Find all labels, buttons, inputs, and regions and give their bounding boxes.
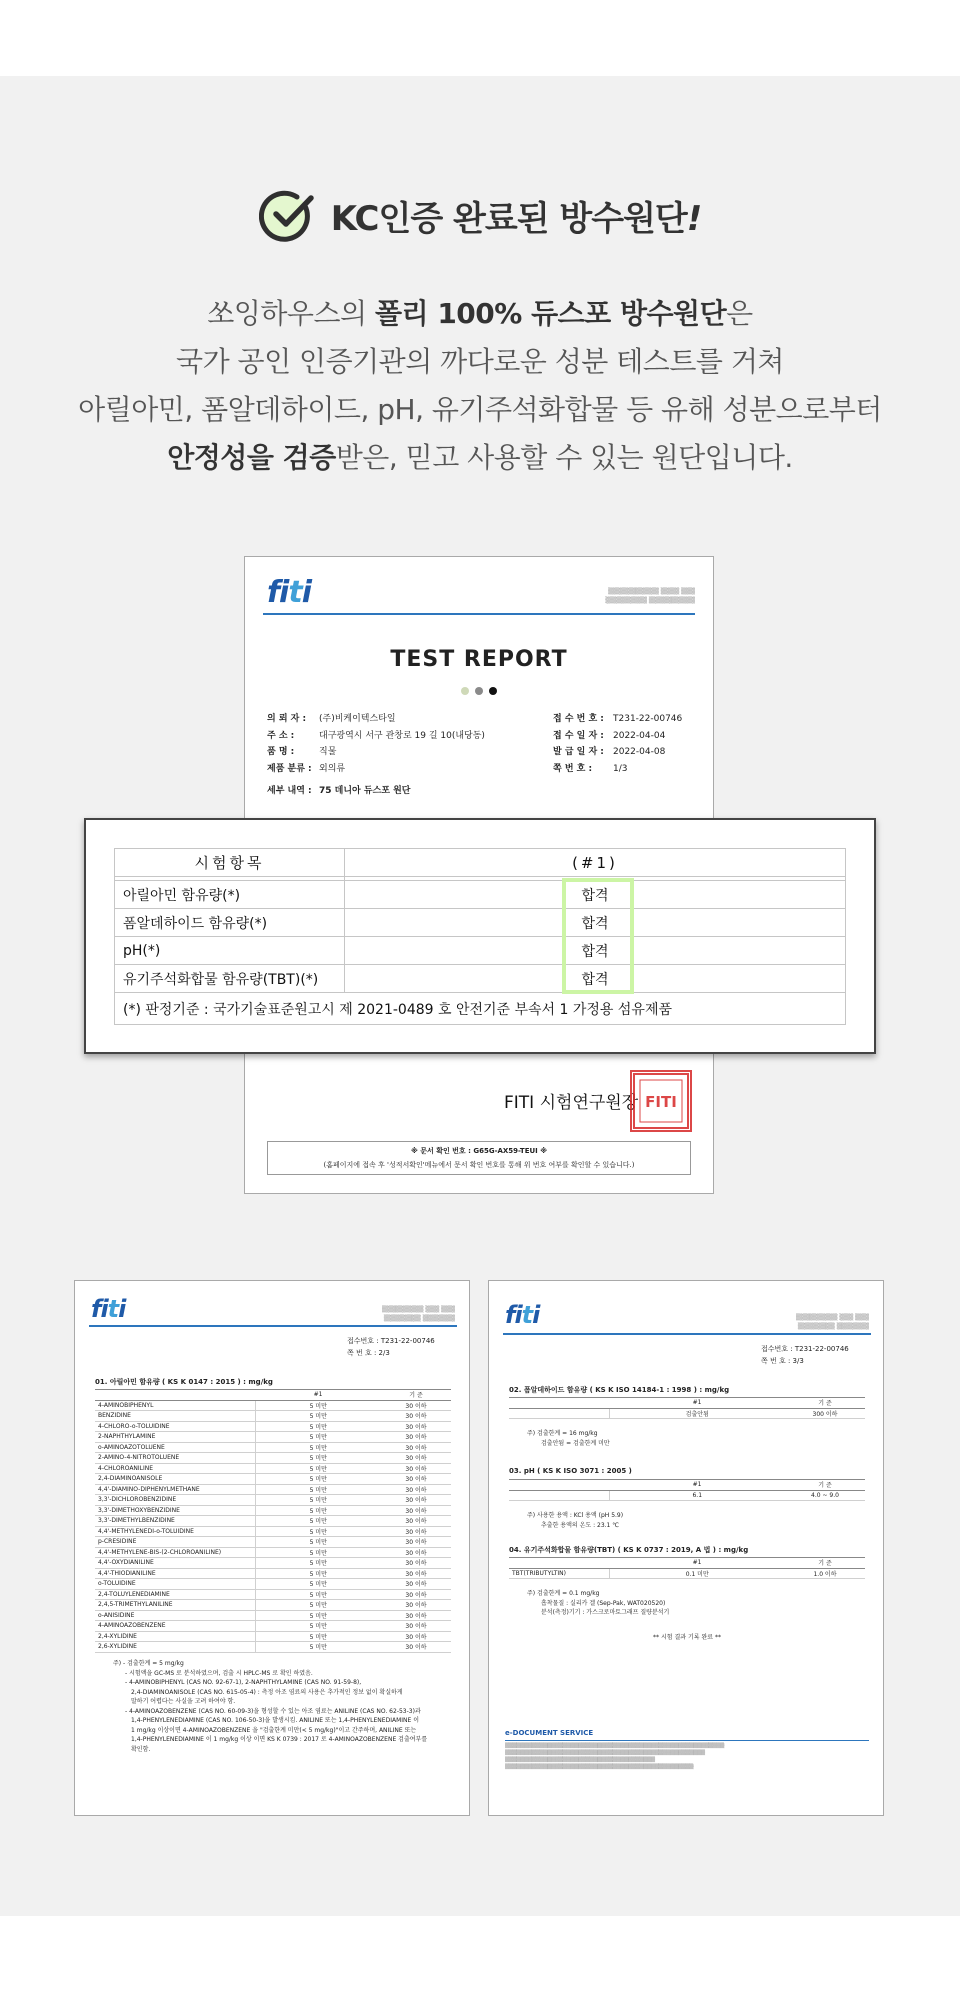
- page-dot: [461, 687, 469, 695]
- intro-paragraph: [0, 290, 960, 482]
- page-number: 쪽 번 호 : 3/3: [761, 1357, 804, 1365]
- detail-info: 세부 내역 : 75 데니아 듀스포 원단: [267, 786, 411, 796]
- row-cell: 5 미만: [255, 1516, 381, 1527]
- results-table: [114, 848, 846, 1025]
- info-row: 발 급 일 자 : 2022-04-08: [553, 747, 666, 757]
- row-cell: 30 이하: [381, 1610, 451, 1621]
- row-cell: 5 미만: [255, 1631, 381, 1642]
- info-row: 제품 분류 : 외의류: [267, 763, 346, 774]
- end-of-results: ** 시험 결과 기록 완료 **: [653, 1634, 721, 1641]
- row-cell: 30 이하: [381, 1432, 451, 1443]
- row-cell: 30 이하: [381, 1463, 451, 1474]
- table-row: [95, 1537, 451, 1548]
- row-cell: 2,4,5-TRIMETHYLANILINE: [95, 1600, 255, 1611]
- formaldehyde-table: [509, 1397, 865, 1419]
- header-sample-1: (#1): [345, 849, 846, 877]
- table-row: [115, 965, 846, 993]
- table-row: [115, 881, 846, 909]
- row-cell: 4,4'-OXYDIANILINE: [95, 1558, 255, 1569]
- row-cell: 30 이하: [381, 1421, 451, 1432]
- official-seal-stamp: [630, 1070, 692, 1132]
- receipt-number: 접수번호 : T231-22-00746: [761, 1345, 849, 1353]
- header-rule: [263, 613, 695, 615]
- table-header-row: [509, 1558, 865, 1569]
- row-cell: 2-AMINO-4-NITROTOLUENE: [95, 1453, 255, 1464]
- ph-table: [509, 1479, 865, 1501]
- row-cell: BENZIDINE: [95, 1411, 255, 1422]
- row-cell: 30 이하: [381, 1547, 451, 1558]
- row-cell: 5 미만: [255, 1463, 381, 1474]
- row-cell: o-TOLUIDINE: [95, 1579, 255, 1590]
- note-line: 1,4-PHENYLENEDIAMINE (CAS NO. 106-50-3)을 발생시킴. ANILINE 또는 1,4-PHENYLENEDIAMINE 이: [131, 1717, 420, 1724]
- table-row: [95, 1621, 451, 1632]
- row-cell: 30 이하: [381, 1484, 451, 1495]
- row-cell: 5 미만: [255, 1432, 381, 1443]
- table-row: [95, 1474, 451, 1485]
- row-cell: 30 이하: [381, 1579, 451, 1590]
- note-line: 말하기 어렵다는 사실을 고려 하여야 함.: [131, 1698, 236, 1705]
- info-row: 의 뢰 자 : (주)비케이텍스타일: [267, 714, 396, 724]
- tbt-table: [509, 1557, 865, 1579]
- row-result: 합격: [345, 937, 846, 965]
- col-header: #1: [255, 1390, 381, 1401]
- document-check-note: (홈페이지에 접속 후 '성적서확인'메뉴에서 문서 확인 번호를 통해 위 번호 여부를 확인할 수 있습니다.): [323, 1161, 635, 1169]
- note-line: 1,4-PHENYLENEDIAMINE 이 1 mg/kg 이상 이면 KS K 0739 : 2017 로 4-AMINOAZOBENZENE 검출여부를: [131, 1736, 428, 1743]
- table-row: [95, 1505, 451, 1516]
- row-cell: 30 이하: [381, 1516, 451, 1527]
- table-header-row: [95, 1390, 451, 1401]
- row-cell: 4.0 ~ 9.0: [785, 1490, 865, 1501]
- judgement-footnote: (*) 판정기준 : 국가기술표준원고시 제 2021-0489 호 안전기준 부속서 1 가정용 섬유제품: [115, 993, 846, 1025]
- fiti-logo: fiti: [505, 1301, 540, 1329]
- row-cell: 5 미만: [255, 1579, 381, 1590]
- row-cell: 30 이하: [381, 1631, 451, 1642]
- note-line: 확인함.: [131, 1745, 151, 1753]
- table-row: [95, 1463, 451, 1474]
- table-row: [509, 1490, 865, 1501]
- table-row: [95, 1495, 451, 1506]
- row-cell: 5 미만: [255, 1589, 381, 1600]
- row-item: 유기주석화합물 함유량(TBT)(*): [115, 965, 345, 993]
- arylamine-table: [95, 1389, 451, 1653]
- table-row: [95, 1432, 451, 1443]
- receipt-meta: [761, 1343, 849, 1367]
- row-cell: 30 이하: [381, 1558, 451, 1569]
- info-row: 접 수 번 호 : T231-22-00746: [553, 714, 683, 724]
- info-row: 접 수 일 자 : 2022-04-04: [553, 730, 666, 741]
- row-cell: 5 미만: [255, 1600, 381, 1611]
- headline-text: KC인증 완료된 방수원단!: [330, 198, 702, 239]
- row-cell: 2,4-XYLIDINE: [95, 1631, 255, 1642]
- note-line: 추출한 용액의 온도 : 23.1 ℃: [541, 1521, 620, 1529]
- table-row: [95, 1400, 451, 1411]
- row-cell: 30 이하: [381, 1526, 451, 1537]
- row-cell: 2,4-TOLUYLENEDIAMINE: [95, 1589, 255, 1600]
- row-cell: [509, 1490, 609, 1501]
- row-cell: 4-AMINOAZOBENZENE: [95, 1621, 255, 1632]
- row-result: 합격: [345, 881, 846, 909]
- row-cell: 5 미만: [255, 1442, 381, 1453]
- note-line: 2,4-DIAMINOANISOLE (CAS NO. 615-05-4) : 측정 아조 염료의 사용은 추가적인 정보 없이 확실하게: [131, 1688, 403, 1696]
- row-cell: 3,3'-DICHLOROBENZIDINE: [95, 1495, 255, 1506]
- header-test-item: 시험항목: [115, 849, 345, 877]
- row-cell: 4,4'-METHYLENEDI-o-TOLUIDINE: [95, 1526, 255, 1537]
- client-info: [267, 711, 527, 777]
- note-line: - 시험액을 GC-MS 로 분석하였으며, 검출 시 HPLC-MS 로 확인 하였음.: [125, 1669, 313, 1677]
- note-line: - 4-AMINOBIPHENYL (CAS NO. 92-67-1), 2-NAPHTHYLAMINE (CAS NO. 91-59-8),: [125, 1679, 362, 1686]
- row-cell: 5 미만: [255, 1505, 381, 1516]
- table-row: [509, 1408, 865, 1419]
- receipt-info: [553, 711, 703, 777]
- table-row: [95, 1642, 451, 1653]
- section-arylamine: 01. 아릴아민 함유량 ( KS K 0147 : 2015 ) : mg/kg: [95, 1378, 273, 1386]
- row-cell: 5 미만: [255, 1547, 381, 1558]
- intro-line-2: 국가 공인 인증기관의 까다로운 성분 테스트를 거쳐: [176, 345, 784, 378]
- table-row: [115, 937, 846, 965]
- note-line: 주) - 검출한계 = 5 mg/kg: [113, 1660, 184, 1667]
- fiti-logo: fiti: [267, 575, 311, 610]
- footnote-row: [115, 993, 846, 1025]
- tbt-notes: [527, 1589, 669, 1618]
- col-header: 기 준: [785, 1398, 865, 1409]
- row-cell: 3,3'-DIMETHYLBENZIDINE: [95, 1516, 255, 1527]
- row-cell: 30 이하: [381, 1474, 451, 1485]
- col-header: 기 준: [381, 1390, 451, 1401]
- row-cell: 6.1: [609, 1490, 785, 1501]
- report-title: TEST REPORT: [390, 647, 568, 672]
- formaldehyde-notes: [527, 1429, 610, 1448]
- signature-text: FITI 시험연구원장: [504, 1093, 639, 1113]
- table-row: [509, 1568, 865, 1579]
- row-cell: 30 이하: [381, 1411, 451, 1422]
- col-header: [95, 1390, 255, 1401]
- fiti-address-blurred: ▒▒▒▒▒▒▒▒▒ ▒▒▒ ▒▒▒ ▒▒▒▒▒▒▒▒ ▒▒▒▒▒▒▒: [381, 1306, 455, 1322]
- row-cell: 30 이하: [381, 1642, 451, 1653]
- row-cell: 5 미만: [255, 1411, 381, 1422]
- intro-line-3: 아릴아민, 폼알데하이드, pH, 유기주석화합물 등 유해 성분으로부터: [78, 393, 882, 426]
- page-indicator: [245, 687, 713, 695]
- row-cell: o-ANISIDINE: [95, 1610, 255, 1621]
- row-cell: 30 이하: [381, 1568, 451, 1579]
- table-row: [95, 1547, 451, 1558]
- row-cell: 5 미만: [255, 1421, 381, 1432]
- note-line: - 4-AMINOAZOBENZENE (CAS NO. 60-09-3)을 형성할 수 있는 아조 염료는 ANILINE (CAS NO. 62-53-3)과: [125, 1707, 421, 1715]
- row-item: pH(*): [115, 937, 345, 965]
- fiti-address-blurred: ▒▒▒▒▒▒▒▒▒ ▒▒▒ ▒▒▒ ▒▒▒▒▒▒▒▒ ▒▒▒▒▒▒▒: [795, 1314, 869, 1330]
- note-line: 1 mg/kg 이상이면 4-AMINOAZOBENZENE 을 "검출한계 미만(< 5 mg/kg)"이고 간주하며, ANILINE 또는: [131, 1726, 417, 1734]
- document-check-number: ※ 문서 확인 번호 : G65G-AX59-TEUI ※: [410, 1147, 548, 1155]
- row-cell: 5 미만: [255, 1526, 381, 1537]
- row-cell: 5 미만: [255, 1558, 381, 1569]
- row-cell: 5 미만: [255, 1453, 381, 1464]
- col-header: #1: [609, 1480, 785, 1491]
- row-cell: 300 이하: [785, 1408, 865, 1419]
- test-report-page-3: [488, 1280, 884, 1816]
- row-cell: 30 이하: [381, 1453, 451, 1464]
- row-cell: 4-CHLOROANILINE: [95, 1463, 255, 1474]
- col-header: #1: [609, 1398, 785, 1409]
- row-cell: 30 이하: [381, 1400, 451, 1411]
- col-header: 기 준: [785, 1558, 865, 1569]
- row-cell: 5 미만: [255, 1621, 381, 1632]
- note-line: 주) 검출한계 = 16 mg/kg: [527, 1430, 598, 1437]
- table-row: [95, 1568, 451, 1579]
- row-cell: TBT(TRIBUTYLTIN): [509, 1568, 609, 1579]
- info-row: 주 소 : 대구광역시 서구 관창로 19 길 10(내당동): [267, 730, 485, 741]
- col-header: 기 준: [785, 1480, 865, 1491]
- table-row: [95, 1589, 451, 1600]
- page-dot: [475, 687, 483, 695]
- results-zoom-box: [84, 818, 876, 1054]
- row-cell: 4,4'-METHYLENE-BIS-(2-CHLOROANILINE): [95, 1547, 255, 1558]
- document-check-box: [267, 1141, 691, 1175]
- table-row: [95, 1421, 451, 1432]
- table-row: [95, 1526, 451, 1537]
- row-item: 아릴아민 함유량(*): [115, 881, 345, 909]
- note-line: 흡착물질 : 실리카 겔 (Sep-Pak, WAT020520): [541, 1599, 666, 1607]
- edoc-rule: [505, 1740, 869, 1741]
- kc-headline: [0, 186, 960, 244]
- row-cell: [509, 1408, 609, 1419]
- row-cell: 2-NAPHTHYLAMINE: [95, 1432, 255, 1443]
- row-cell: 2,4-DIAMINOANISOLE: [95, 1474, 255, 1485]
- edocument-notes-blurred: ▒▒▒▒▒▒▒▒▒▒▒▒▒▒▒▒▒▒▒▒▒▒▒▒▒▒▒▒▒▒▒▒▒▒▒▒▒▒▒▒▒▒▒▒▒▒▒▒▒▒▒▒▒▒▒▒▒ ▒▒▒▒▒▒▒▒▒▒▒▒▒▒▒▒▒▒▒▒▒▒▒▒▒▒▒▒▒▒▒▒▒▒▒▒▒▒▒▒▒▒▒▒▒▒▒▒▒▒▒▒ ▒▒▒▒▒▒▒▒▒▒▒▒▒▒▒▒▒▒▒▒▒▒▒▒▒▒▒▒▒▒▒▒▒▒▒▒▒▒▒ ▒▒▒▒▒▒▒▒▒▒▒▒▒▒▒▒▒▒▒▒▒▒▒▒▒▒▒▒▒▒▒▒▒▒▒▒▒▒▒▒▒▒▒▒▒▒▒▒▒: [505, 1743, 725, 1770]
- table-row: [95, 1442, 451, 1453]
- row-cell: 4,4'-DIAMINO-DIPHENYLMETHANE: [95, 1484, 255, 1495]
- col-header: [509, 1398, 609, 1409]
- row-cell: 30 이하: [381, 1537, 451, 1548]
- table-row: [95, 1610, 451, 1621]
- row-cell: 5 미만: [255, 1484, 381, 1495]
- receipt-number: 접수번호 : T231-22-00746: [347, 1337, 435, 1345]
- row-cell: 0.1 미만: [609, 1568, 785, 1579]
- row-cell: 30 이하: [381, 1495, 451, 1506]
- note-line: 분석(측정)기기 : 가스크로마토그래프 질량분석기: [541, 1609, 670, 1616]
- row-cell: 검출안됨: [609, 1408, 785, 1419]
- page-dot-active: [489, 687, 497, 695]
- row-cell: 3,3'-DIMETHOXYBENZIDINE: [95, 1505, 255, 1516]
- row-result: 합격: [345, 965, 846, 993]
- table-row: [95, 1411, 451, 1422]
- results-header-row: [115, 849, 846, 877]
- row-cell: 5 미만: [255, 1495, 381, 1506]
- header-rule: [89, 1325, 457, 1327]
- table-row: [95, 1558, 451, 1569]
- table-row: [95, 1516, 451, 1527]
- header-rule: [503, 1333, 871, 1335]
- arylamine-notes: [113, 1659, 457, 1754]
- check-circle-icon: [259, 186, 317, 244]
- ph-notes: [527, 1511, 623, 1530]
- note-line: 주) 사용한 용액 : KCl 용액 (pH 5.9): [527, 1512, 624, 1519]
- info-row: 품 명 : 직물: [267, 747, 337, 757]
- intro-line-4: 안정성을 검증받은, 믿고 사용할 수 있는 원단입니다.: [167, 441, 793, 474]
- row-cell: 5 미만: [255, 1568, 381, 1579]
- table-row: [115, 909, 846, 937]
- row-cell: 5 미만: [255, 1537, 381, 1548]
- row-cell: 30 이하: [381, 1621, 451, 1632]
- pass-highlight-box: [562, 878, 634, 994]
- row-cell: 4-AMINOBIPHENYL: [95, 1400, 255, 1411]
- row-cell: 4-CHLORO-o-TOLUIDINE: [95, 1421, 255, 1432]
- table-row: [95, 1600, 451, 1611]
- col-header: #1: [609, 1558, 785, 1569]
- row-cell: 30 이하: [381, 1505, 451, 1516]
- receipt-meta: [347, 1335, 435, 1359]
- row-cell: 5 미만: [255, 1400, 381, 1411]
- row-cell: o-AMINOAZOTOLUENE: [95, 1442, 255, 1453]
- section-tbt: 04. 유기주석화합물 함유량(TBT) ( KS K 0737 : 2019, A 법 ) : mg/kg: [509, 1546, 749, 1554]
- svg-text:FITI: FITI: [645, 1093, 677, 1111]
- row-result: 합격: [345, 909, 846, 937]
- row-cell: 5 미만: [255, 1642, 381, 1653]
- table-header-row: [509, 1398, 865, 1409]
- test-report-page-2: [74, 1280, 470, 1816]
- col-header: [509, 1558, 609, 1569]
- row-cell: 5 미만: [255, 1474, 381, 1485]
- seal-icon: [632, 1072, 690, 1130]
- table-row: [95, 1631, 451, 1642]
- section-ph: 03. pH ( KS K ISO 3071 : 2005 ): [509, 1467, 632, 1475]
- note-line: 주) 검출한계 = 0.1 mg/kg: [527, 1590, 600, 1597]
- table-header-row: [509, 1480, 865, 1491]
- col-header: [509, 1480, 609, 1491]
- row-cell: 30 이하: [381, 1589, 451, 1600]
- row-cell: 1.0 이하: [785, 1568, 865, 1579]
- table-row: [95, 1453, 451, 1464]
- row-cell: 4,4'-THIODIANILINE: [95, 1568, 255, 1579]
- row-cell: 30 이하: [381, 1600, 451, 1611]
- row-cell: 5 미만: [255, 1610, 381, 1621]
- note-line: 검출안됨 = 검출한계 미만: [541, 1439, 610, 1447]
- section-formaldehyde: 02. 폼알데하이드 함유량 ( KS K ISO 14184-1 : 1998 ) : mg/kg: [509, 1386, 730, 1394]
- page-number: 쪽 번 호 : 2/3: [347, 1349, 390, 1357]
- row-cell: p-CRESIDINE: [95, 1537, 255, 1548]
- intro-line-1: 쏘잉하우스의 폴리 100% 듀스포 방수원단은: [207, 297, 753, 330]
- fiti-address-blurred: ▒▒▒▒▒▒▒▒▒▒▒ ▒▒▒▒ ▒▒▒ ▒▒▒▒▒▒▒▒▒ ▒▒▒▒▒▒▒▒▒▒: [605, 588, 695, 604]
- edocument-title: e-DOCUMENT SERVICE: [505, 1729, 594, 1737]
- row-cell: 30 이하: [381, 1442, 451, 1453]
- row-cell: 2,6-XYLIDINE: [95, 1642, 255, 1653]
- row-item: 폼알데하이드 함유량(*): [115, 909, 345, 937]
- fiti-logo: fiti: [91, 1295, 126, 1323]
- table-row: [95, 1484, 451, 1495]
- table-row: [95, 1579, 451, 1590]
- info-row: 쪽 번 호 : 1/3: [553, 763, 628, 774]
